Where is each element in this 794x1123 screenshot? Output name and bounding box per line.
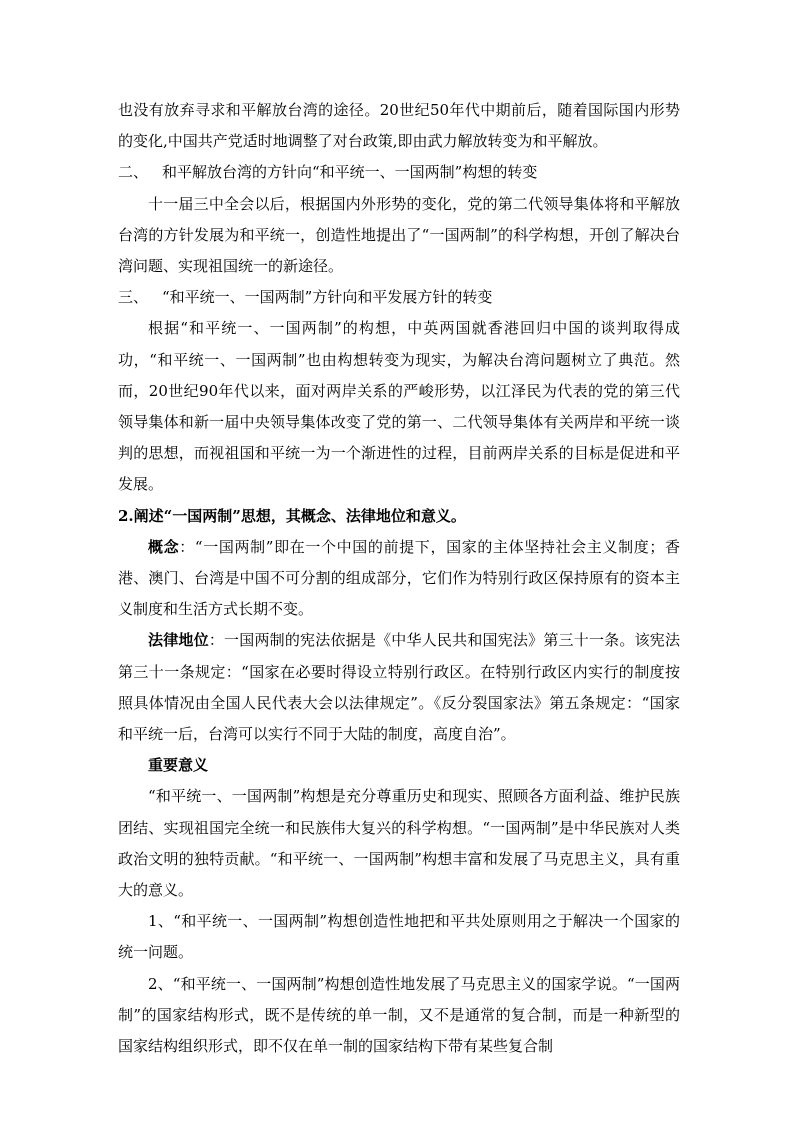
significance-heading: 重要意义 (148, 756, 209, 775)
paragraph-item-1: 1、“和平统一、一国两制”构想创造性地把和平共处原则用之于解决一个国家的统一问题。 (118, 912, 680, 962)
document-body (118, 95, 680, 1062)
section-heading-2 (118, 157, 680, 188)
legal-status-text: ：一国两制的宪法依据是《中华人民共和国宪法》第三十一条。该宪法第三十一条规定：“国家在必要时得设立特别行政区。在特别行政区内实行的制度按照具体情况由全国人民代表大会以法律规定”。《反分裂国家法》第五条规定：“国家和平统一后，台湾可以实行不同于大陆的制度，高度自治”。 (118, 631, 680, 744)
paragraph-legal-status (118, 625, 680, 750)
legal-status-label: 法律地位 (148, 631, 209, 650)
section-title: “和平统一、一国两制”方针向和平发展方针的转变 (162, 288, 493, 307)
paragraph-concept (118, 532, 680, 626)
paragraph-significance: “和平统一、一国两制”构想是充分尊重历史和现实、照顾各方面利益、维护民族团结、实现祖国完全统一和民族伟大复兴的科学构想。“一国两制”是中华民族对人类政治文明的独特贡献。“和平统一、一国两制”构想丰富和发展了马克思主义，具有重大的意义。 (118, 787, 680, 900)
concept-label: 概念 (148, 537, 180, 556)
paragraph-item-2: 2、“和平统一、一国两制”构想创造性地发展了马克思主义的国家学说。“一国两制”的国家结构形式，既不是传统的单一制，又不是通常的复合制，而是一种新型的国家结构组织形式，即不仅在单一制的国家结构下带有某些复合制 (118, 974, 680, 1056)
question-2-title: 2.阐述“一国两制”思想，其概念、法律地位和意义。 (118, 506, 466, 525)
concept-text: ：“一国两制”即在一个中国的前提下，国家的主体坚持社会主义制度；香港、澳门、台湾是中国不可分割的组成部分，它们作为特别行政区保持原有的资本主义制度和生活方式长期不变。 (118, 537, 680, 619)
section-heading-3 (118, 282, 680, 313)
paragraph-section-3: 根据“和平统一、一国两制”的构想，中英两国就香港回归中国的谈判取得成功，“和平统一、一国两制”也由构想转变为现实，为解决台湾问题树立了典范。然而，20世纪90年代以来，面对两岸关系的严峻形势，以江泽民为代表的党的第三代领导集体和新一届中央领导集体改变了党的第一、二代领导集体有关两岸和平统一谈判的思想，而视祖国和平统一为一个渐进性的过程，目前两岸关系的目标是促进和平发展。 (118, 319, 680, 494)
paragraph-section-2: 十一届三中全会以后，根据国内外形势的变化，党的第二代领导集体将和平解放台湾的方针发展为和平统一，创造性地提出了“一国两制”的科学构想，开创了解决台湾问题、实现祖国统一的新途径。 (118, 194, 680, 276)
section-title: 和平解放台湾的方针向“和平统一、一国两制”构想的转变 (162, 163, 538, 182)
section-number: 三、 (118, 288, 149, 307)
paragraph-intro: 也没有放弃寻求和平解放台湾的途径。20世纪50年代中期前后，随着国际国内形势的变化,中国共产党适时地调整了对台政策,即由武力解放转变为和平解放。 (118, 101, 680, 151)
section-number: 二、 (118, 163, 149, 182)
